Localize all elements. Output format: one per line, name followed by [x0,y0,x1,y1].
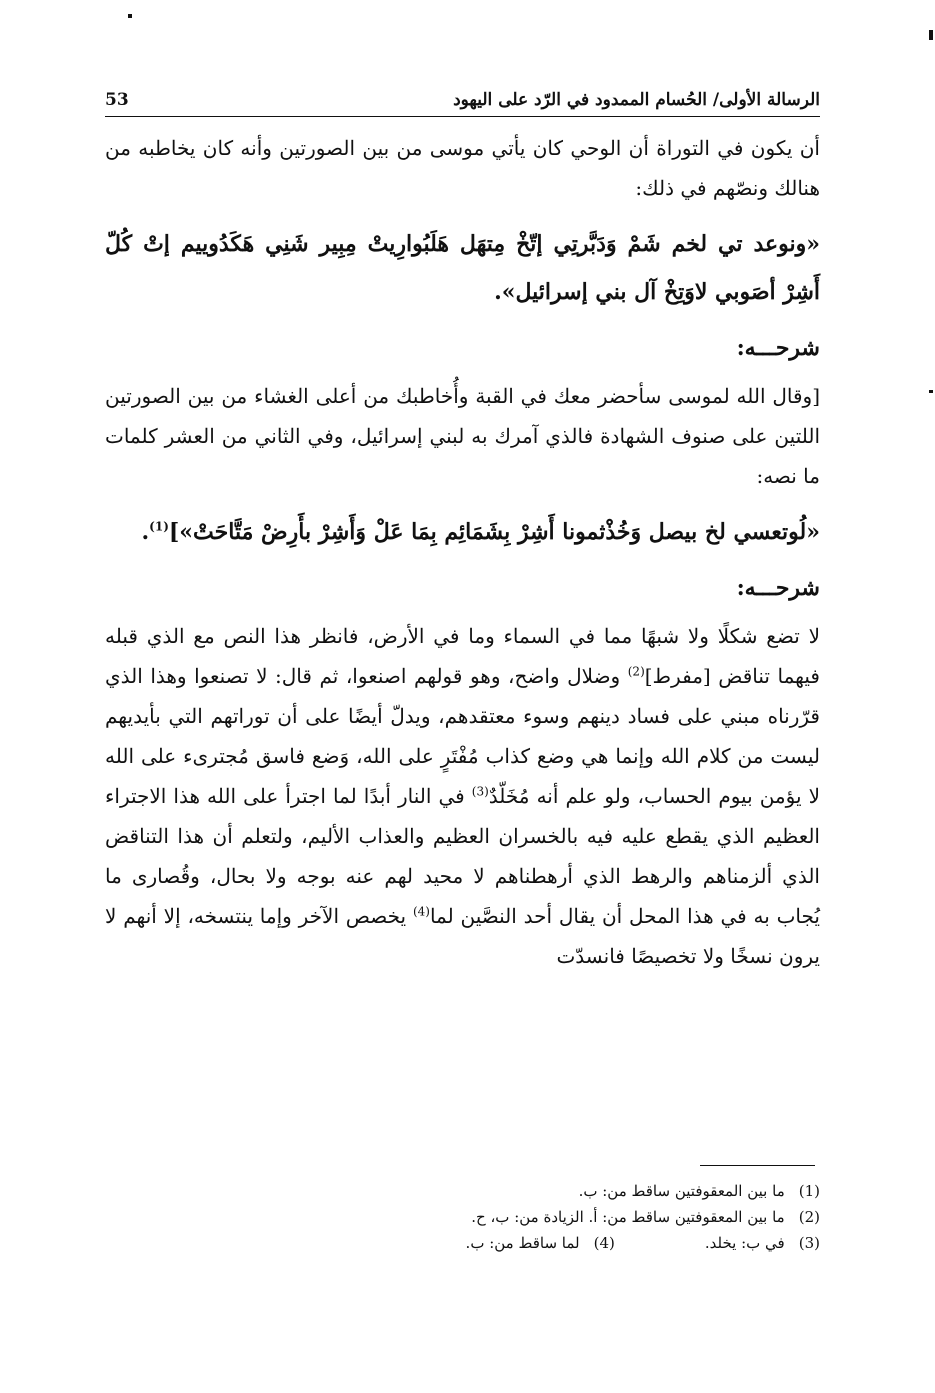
quote-hebrew-1: «ونوعد تي لخم شَمْ وَدَبَّرتِي إتّخْ مِتهَل هَلَبُوارِيتْ مِبِير شَنِي هَكَدُوييم إتْ كُلّ أَشِرْ أصَوبي لاوَتِخْ آل بني إسرائيل». [105,231,820,305]
footnote-ref-3: (3) [471,784,489,799]
main-text [105,128,820,976]
scan-mark [929,390,933,393]
footnote-number: (1) [798,1182,820,1200]
footnote-number: (3) [798,1234,820,1252]
scan-mark [128,14,132,18]
paragraph-part: يخصص الآخر وإما ينتسخه، إلا أنهم لا يرون نسخًا ولا تخصيصًا فانسدّت [105,904,820,968]
section-heading-commentary-2: شرحـــه: [736,575,820,601]
footnote-text: لما ساقط من: ب. [465,1234,580,1252]
section-heading-commentary-1: شرحـــه: [736,335,820,361]
footnote-text: في ب: يخلد. [704,1234,785,1252]
footnotes [105,1178,820,1256]
footnote-1 [105,1178,820,1204]
header-rule [105,116,820,117]
paragraph-intro: أن يكون في التوراة أن الوحي كان يأتي موسى من بين الصورتين وأنه كان يخاطبه من هنالك ونصّهم في ذلك: [105,136,820,200]
quote-hebrew-2-end: . [141,519,150,545]
quote-hebrew-2-text: «لُوتعسي لخ بيصل وَخُذْثمونا أَشِرْ بِشَمَائِم بِمَا عَلْ وَأَشِرْ بأَرِضْ مَتَّاحَتْ»] [168,519,820,545]
footnote-ref-4: (4) [412,904,430,919]
footnote-number: (2) [798,1208,820,1226]
footnote-ref-1: (1) [149,519,169,534]
footnote-text: ما بين المعقوفتين ساقط من: ب. [578,1182,785,1200]
quote-hebrew-2 [105,508,820,556]
footnote-ref-2: (2) [627,664,645,679]
footnote-4 [466,1230,615,1256]
footnote-3 [705,1230,820,1256]
paragraph-part: لا تضع شكلًا ولا شبهًا مما في السماء وما في الأرض، فانظر هذا النص مع الذي قبله فيهما تناقض [مفرط] [105,624,820,688]
running-header [105,78,820,110]
footnote-rule [700,1165,815,1166]
footnote-row [105,1230,820,1256]
paragraph-part: في النار أبدًا لما اجترأ على الله هذا الاجتراء العظيم الذي يقطع عليه فيه بالخسران العظيم والعذاب الأليم، ولتعلم أن هذا التناقض الذي ألزمناهم والرهط الذي أرهطناهم لا محيد لهم عنه بوجه ولا بحال، وقُصارى ما يُجاب به في هذا المحل أن يقال أحد النصَّين لما [105,784,821,928]
paragraph-commentary-1: [وقال الله لموسى سأحضر معك في القبة وأُخاطبك من أعلى الغشاء من بين الصورتين اللتين على صنوف الشهادة فالذي آمرك به لبني إسرائيل، وفي الثاني من العشر كلمات ما نصه: [105,384,820,488]
paragraph-part: وضلال واضح، وهو قولهم اصنعوا، ثم قال: لا تصنعوا وهذا الذي قرّرناه مبني على فساد دينهم وسوء معتقدهم، ويدلّ أيضًا على أن توراتهم التي بأيديهم ليست من كلام الله وإنما هي وضع كذاب مُفْتَرٍ على الله، وَضع فاسق مُجترىء على الله لا يؤمن بيوم الحساب، ولو علم أنه مُخَلّدٌ [105,664,820,808]
scan-mark [929,30,933,40]
page-number: 53 [105,90,129,110]
footnote-number: (4) [593,1234,615,1252]
footnote-2 [105,1204,820,1230]
paragraph-commentary-2 [105,616,820,976]
footnote-text: ما بين المعقوفتين ساقط من: أ. الزيادة من: ب، ح. [471,1208,785,1226]
running-title: الرسالة الأولى/ الحُسام الممدود في الرّد على اليهود [453,90,820,110]
